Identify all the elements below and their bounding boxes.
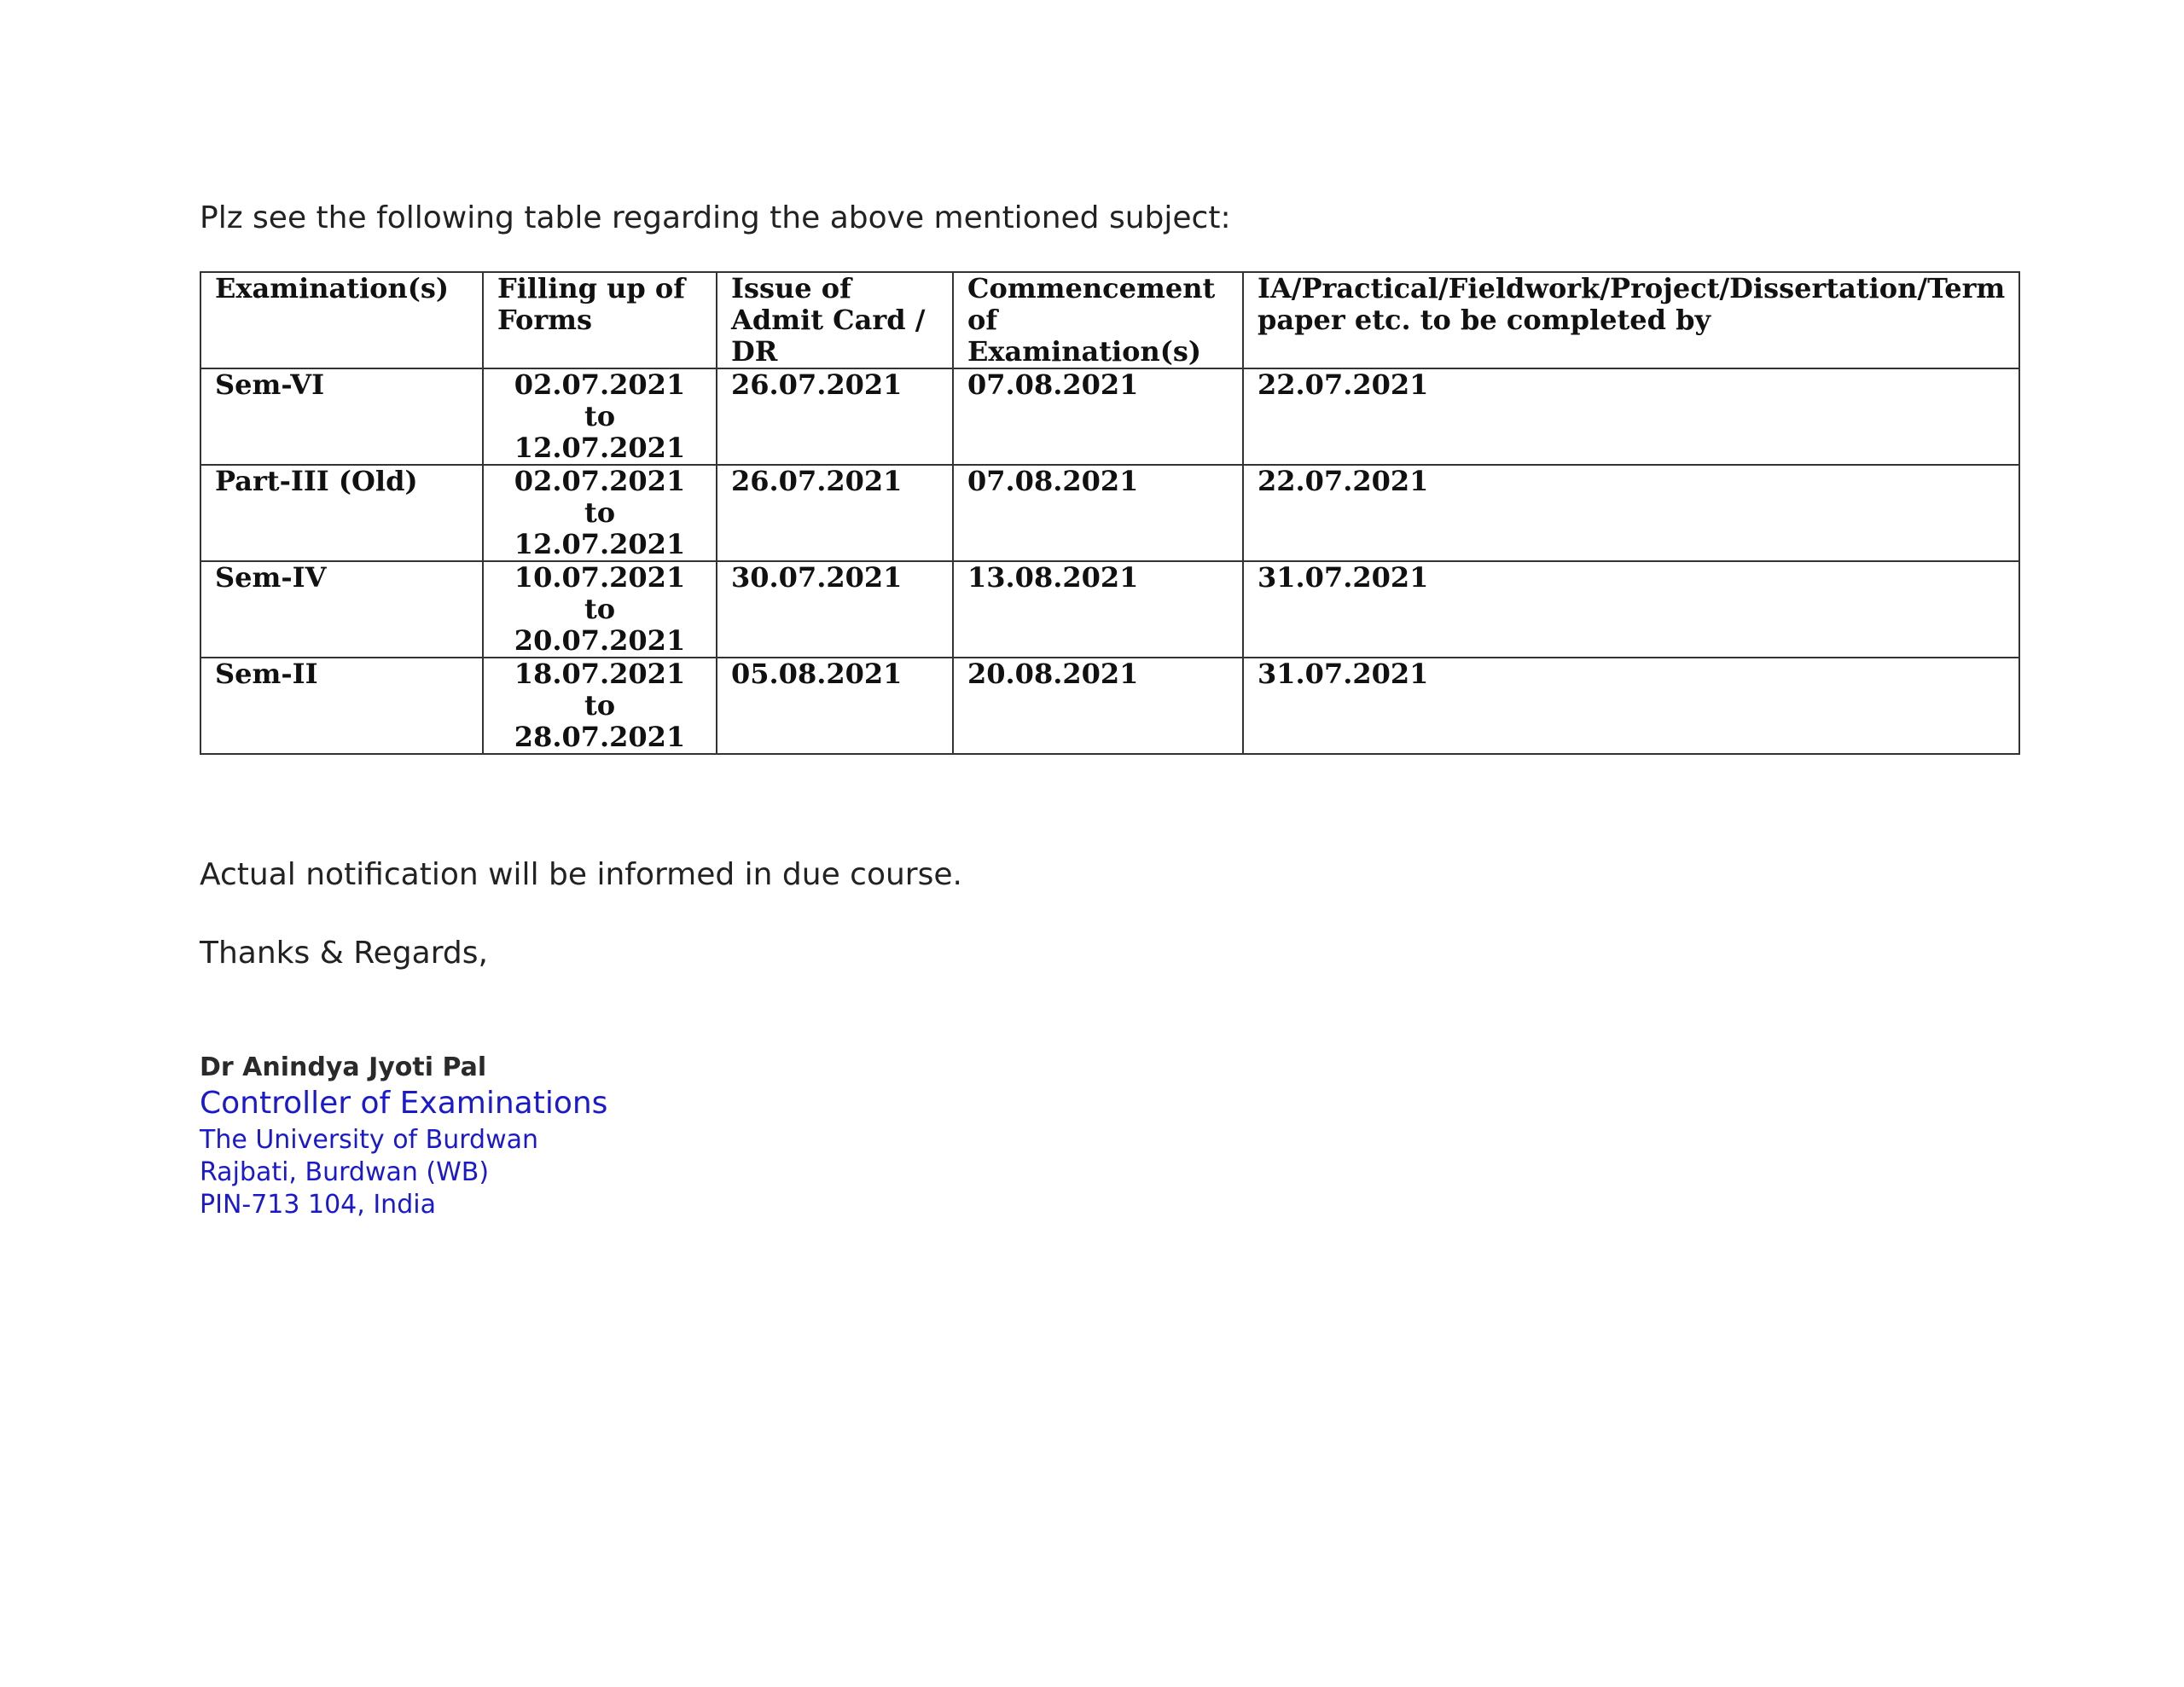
header-admit-card [717,272,953,368]
header-commence-line2: of Examination(s) [967,304,1202,368]
cell-form-dates [483,368,717,465]
cell-commence-date: 07.08.2021 [953,465,1243,561]
header-admit-line2: Admit Card / [731,304,926,336]
form-from-date: 02.07.2021 [514,368,686,401]
form-from-date: 02.07.2021 [514,465,686,497]
header-filling-forms [483,272,717,368]
signatory-name: Dr Anindya Jyoti Pal [200,1052,487,1082]
cell-exam: Sem-II [200,658,483,754]
table-row [200,465,2019,561]
header-admit-line1: Issue of [731,272,851,304]
form-to-date: 12.07.2021 [514,432,686,464]
form-to-word: to [584,593,616,625]
form-to-date: 28.07.2021 [514,721,686,753]
header-ia-line2: paper etc. to be completed by [1258,304,1711,336]
cell-commence-date: 13.08.2021 [953,561,1243,658]
header-filling-line1: Filling up of [497,272,686,304]
cell-admit-date: 26.07.2021 [717,465,953,561]
form-from-date: 18.07.2021 [514,658,686,690]
cell-complete-date: 22.07.2021 [1243,465,2019,561]
cell-exam: Sem-VI [200,368,483,465]
cell-exam: Sem-IV [200,561,483,658]
form-to-word: to [584,689,616,722]
header-filling-line2: Forms [497,304,593,336]
cell-admit-date: 05.08.2021 [717,658,953,754]
cell-admit-date: 26.07.2021 [717,368,953,465]
signatory-pin: PIN-713 104, India [200,1190,436,1220]
form-from-date: 10.07.2021 [514,561,686,594]
signatory-title: Controller of Examinations [200,1086,608,1121]
header-commencement [953,272,1243,368]
header-examination-label: Examination(s) [215,272,450,304]
header-ia-line1: IA/Practical/Fieldwork/Project/Dissertation/Term [1258,272,2006,304]
table-header-row [200,272,2019,368]
cell-complete-date: 22.07.2021 [1243,368,2019,465]
cell-form-dates [483,658,717,754]
form-to-word: to [584,400,616,432]
cell-commence-date: 20.08.2021 [953,658,1243,754]
header-admit-line3: DR [731,335,778,368]
signatory-organization: The University of Burdwan [200,1125,539,1155]
header-commence-line1: Commencement [967,272,1216,304]
table-row [200,561,2019,658]
signatory-address: Rajbati, Burdwan (WB) [200,1157,490,1187]
table-row [200,658,2019,754]
note-text: Actual notification will be informed in due course. [200,857,962,892]
cell-form-dates [483,465,717,561]
closing-regards: Thanks & Regards, [200,936,488,971]
cell-exam: Part-III (Old) [200,465,483,561]
cell-admit-date: 30.07.2021 [717,561,953,658]
form-to-word: to [584,496,616,529]
cell-complete-date: 31.07.2021 [1243,561,2019,658]
cell-complete-date: 31.07.2021 [1243,658,2019,754]
header-completion [1243,272,2019,368]
cell-form-dates [483,561,717,658]
cell-commence-date: 07.08.2021 [953,368,1243,465]
header-examination [200,272,483,368]
table-row [200,368,2019,465]
exam-schedule-table [200,271,2020,755]
form-to-date: 20.07.2021 [514,624,686,657]
form-to-date: 12.07.2021 [514,528,686,560]
intro-text: Plz see the following table regarding the above mentioned subject: [200,200,1231,235]
